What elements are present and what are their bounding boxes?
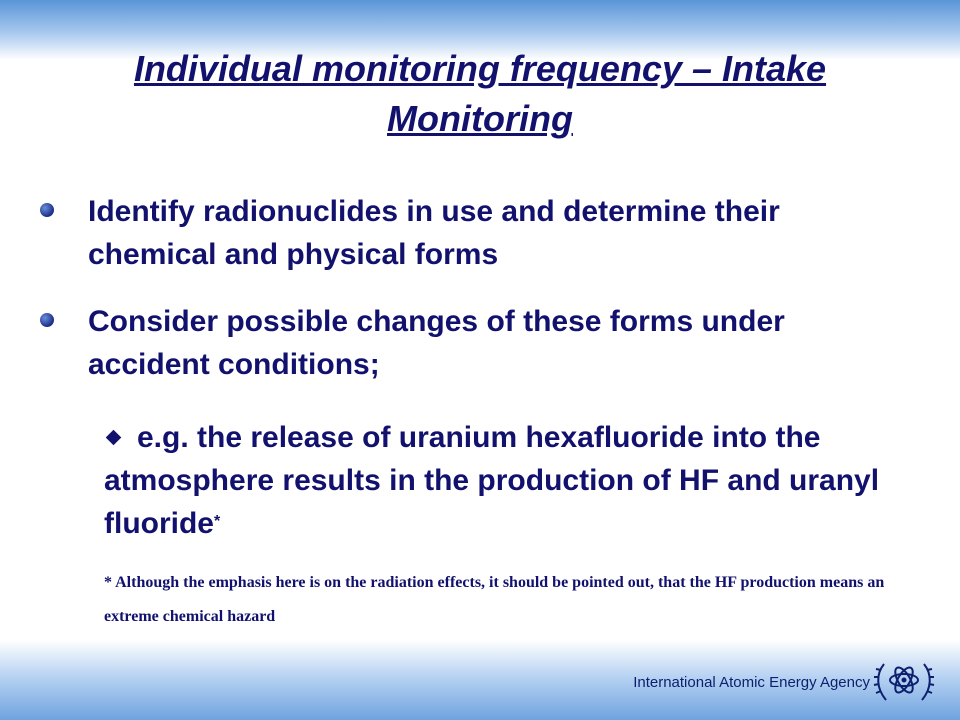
sub-bullet [104,416,934,545]
footer-organization: International Atomic Energy Agency [633,674,870,691]
bullet-text: Consider possible changes of these forms under accident conditions; [88,305,785,381]
slide-title: Individual monitoring frequency – Intake Monitoring [133,48,827,139]
iaea-logo-icon [872,652,936,708]
footnote: * Although the emphasis here is on the radiation effects, it should be pointed out, that the HF production means an extreme chemical hazard [104,574,885,625]
bullet-dot-icon [40,203,54,217]
sub-bullet-text: e.g. the release of uranium hexafluoride into the atmosphere results in the production of HF and uranyl fluoride [104,421,880,540]
footnote-marker: * [214,513,221,530]
diamond-bullet-icon [106,429,122,445]
bullet-text: Identify radionuclides in use and determine their chemical and physical forms [88,195,780,271]
bullet-dot-icon [40,313,54,327]
